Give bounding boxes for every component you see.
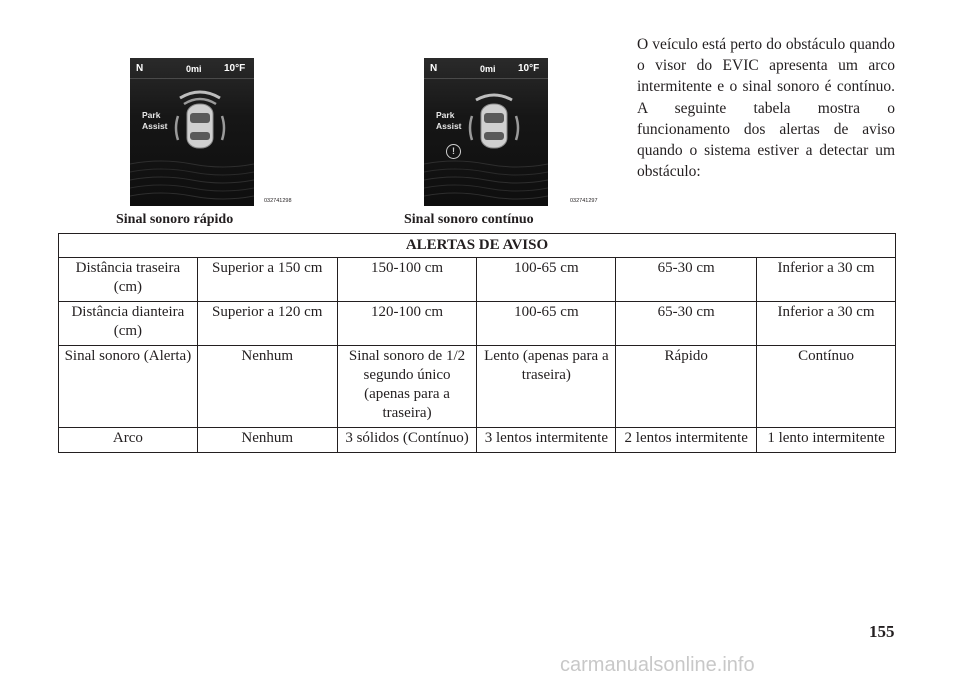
table-cell: Inferior a 30 cm — [757, 258, 896, 302]
wave-background-icon — [130, 158, 254, 206]
front-arc-icon — [476, 95, 512, 100]
front-arc-inner-icon — [184, 99, 216, 104]
table-cell: Superior a 150 cm — [197, 258, 337, 302]
watermark: carmanualsonline.info — [560, 654, 755, 676]
table-cell: 120-100 cm — [337, 302, 477, 346]
page-number: 155 — [869, 622, 895, 641]
car-top-view-icon — [170, 88, 230, 158]
park-assist-label-line1: Park — [142, 110, 161, 120]
park-assist-label-line2: Assist — [142, 121, 168, 131]
park-assist-label-line1: Park — [436, 110, 455, 120]
table-row — [59, 302, 896, 346]
table-cell: 100-65 cm — [477, 302, 616, 346]
park-assist-label-line2: Assist — [436, 121, 462, 131]
park-assist-label — [142, 110, 168, 132]
table-cell: 150-100 cm — [337, 258, 477, 302]
temperature-readout: 10°F — [518, 63, 540, 74]
table-cell: 3 sólidos (Contínuo) — [337, 428, 477, 453]
table-cell: Nenhum — [197, 346, 337, 428]
table-cell: Arco — [59, 428, 198, 453]
table-cell: Lento (apenas para a traseira) — [477, 346, 616, 428]
table-cell: 100-65 cm — [477, 258, 616, 302]
compass-direction: N — [136, 63, 144, 74]
table-cell: Superior a 120 cm — [197, 302, 337, 346]
table-cell: Sinal sonoro (Alerta) — [59, 346, 198, 428]
figure-code: 032741298 — [264, 198, 292, 204]
table-row — [59, 258, 896, 302]
warning-alerts-table — [58, 233, 896, 453]
table-cell: 2 lentos intermitente — [616, 428, 757, 453]
table-cell: Distância dianteira (cm) — [59, 302, 198, 346]
side-arc-right-icon — [516, 116, 518, 140]
table-cell: Contínuo — [757, 346, 896, 428]
figure-caption: Sinal sonoro rápido — [116, 212, 234, 227]
table-row — [59, 428, 896, 453]
table-cell: 1 lento intermitente — [757, 428, 896, 453]
side-arc-left-icon — [470, 116, 472, 140]
display-status-bar — [130, 58, 254, 78]
front-arc-outer-icon — [180, 92, 220, 98]
table-cell: 65-30 cm — [616, 302, 757, 346]
evic-display-continuous-chime — [424, 58, 548, 206]
display-divider — [424, 78, 548, 79]
intro-paragraph: O veículo está perto do obstáculo quando o visor do EVIC apresenta um arco intermitente e o sinal sonoro é contínuo. A seguinte tabela mostra o funcionamento dos alertas de aviso quando o sistema estiver a detectar um obstáculo: — [637, 36, 895, 181]
table-cell: Sinal sonoro de 1/2 segundo único (apenas para a traseira) — [337, 346, 477, 428]
table-cell: Rápido — [616, 346, 757, 428]
side-arc-right-icon — [222, 116, 224, 140]
wave-background-icon — [424, 158, 548, 206]
warning-icon: ! — [446, 144, 461, 159]
figure-code: 032741297 — [570, 198, 598, 204]
table-title-row — [59, 234, 896, 258]
display-divider — [130, 78, 254, 79]
compass-direction: N — [430, 63, 438, 74]
evic-display-fast-chime — [130, 58, 254, 206]
table-cell: 65-30 cm — [616, 258, 757, 302]
table-cell: Inferior a 30 cm — [757, 302, 896, 346]
table-cell: 3 lentos intermitente — [477, 428, 616, 453]
table-cell: Distância traseira (cm) — [59, 258, 198, 302]
temperature-readout: 10°F — [224, 63, 246, 74]
car-top-view-icon — [464, 88, 524, 158]
table-row — [59, 346, 896, 428]
table-cell: Nenhum — [197, 428, 337, 453]
odometer-readout: 0mi — [480, 64, 496, 74]
figure-caption: Sinal sonoro contínuo — [404, 212, 534, 227]
table-title: ALERTAS DE AVISO — [59, 234, 896, 258]
odometer-readout: 0mi — [186, 64, 202, 74]
side-arc-left-icon — [176, 116, 178, 140]
display-status-bar — [424, 58, 548, 78]
park-assist-label — [436, 110, 462, 132]
